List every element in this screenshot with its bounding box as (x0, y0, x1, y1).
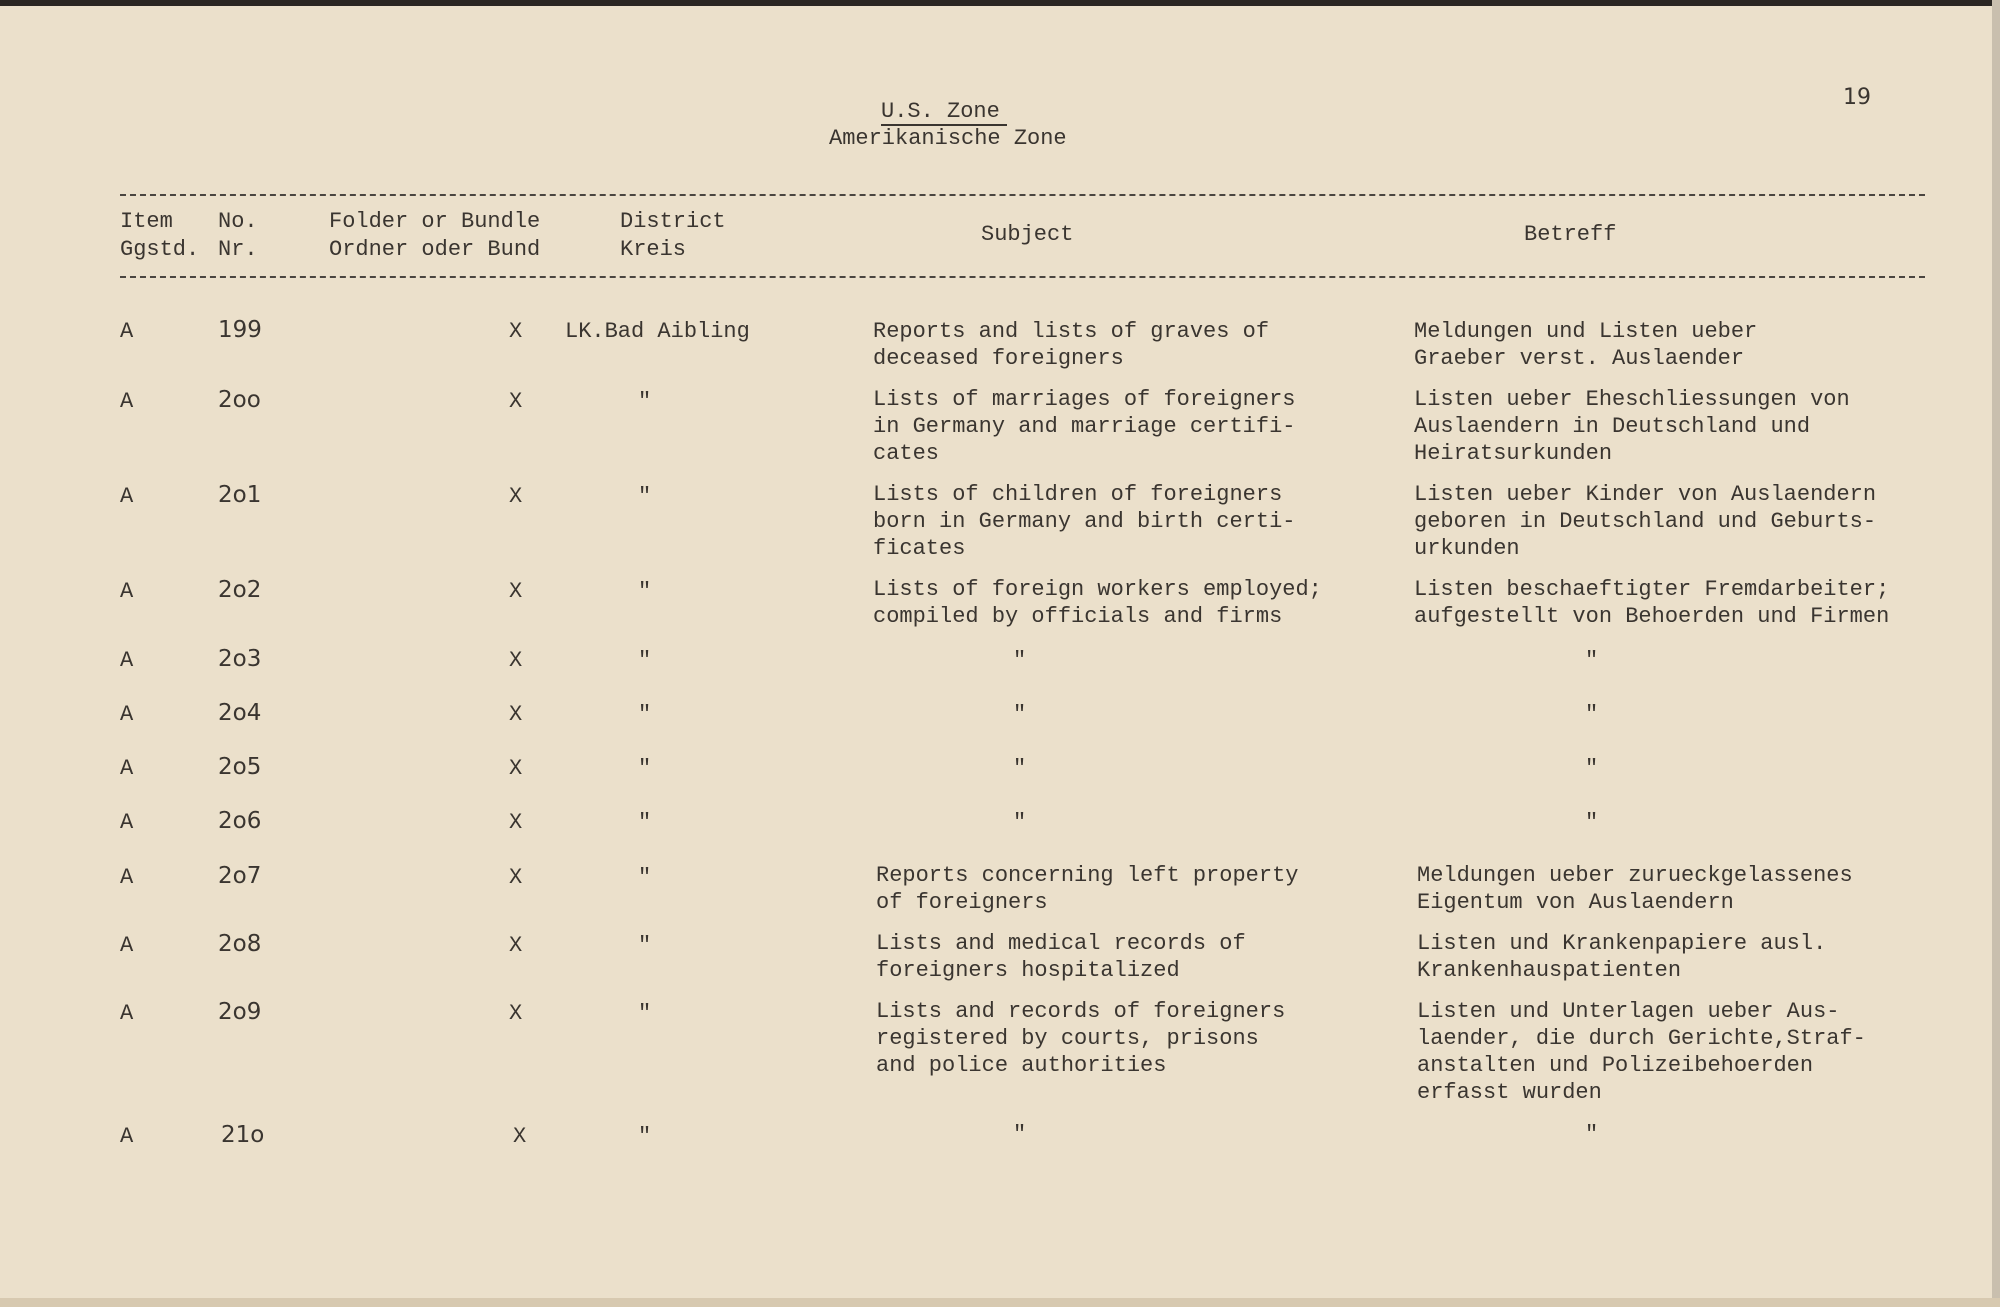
row-item: A (120, 865, 134, 890)
col-betreff: Betreff (1524, 222, 1617, 247)
row-number: 2o3 (218, 646, 262, 672)
row-subject-line: of foreigners (876, 890, 1048, 915)
row-betreff-line: Meldungen ueber zurueckgelassenes (1417, 863, 1853, 888)
row-folder-mark: X (509, 702, 523, 727)
row-subject-line: deceased foreigners (873, 346, 1124, 371)
col-no-de: Nr. (218, 237, 258, 262)
row-folder-mark: X (509, 484, 523, 509)
row-subject-line: born in Germany and birth certi- (873, 509, 1296, 534)
row-betreff-line: Listen beschaeftigter Fremdarbeiter; (1414, 577, 1890, 602)
row-district: " (638, 648, 652, 673)
row-district: " (638, 579, 652, 604)
row-betreff-line: Heiratsurkunden (1414, 441, 1613, 466)
row-betreff-line: Krankenhauspatienten (1417, 958, 1682, 983)
row-betreff-line: Eigentum von Auslaendern (1417, 890, 1734, 915)
row-betreff-line: " (1585, 756, 1599, 781)
row-betreff-line: aufgestellt von Behoerden und Firmen (1414, 604, 1890, 629)
row-betreff-line: laender, die durch Gerichte,Straf- (1417, 1026, 1866, 1051)
row-betreff-line: anstalten und Polizeibehoerden (1417, 1053, 1814, 1078)
row-item: A (120, 810, 134, 835)
row-betreff-line: " (1585, 1122, 1599, 1147)
row-betreff-line: Meldungen und Listen ueber (1414, 319, 1758, 344)
row-subject-line: Reports and lists of graves of (873, 319, 1270, 344)
row-betreff-line: Listen ueber Eheschliessungen von (1414, 387, 1850, 412)
page-right-edge (1992, 0, 2000, 1307)
row-betreff-line: geboren in Deutschland und Geburts- (1414, 509, 1877, 534)
row-item: A (120, 648, 134, 673)
row-district: " (638, 756, 652, 781)
row-subject-line: Lists and records of foreigners (876, 999, 1286, 1024)
row-subject-line: " (1013, 702, 1027, 727)
row-folder-mark: X (509, 933, 523, 958)
row-folder-mark: X (509, 648, 523, 673)
row-betreff-line: Listen ueber Kinder von Auslaendern (1414, 482, 1877, 507)
row-betreff-line: Listen und Unterlagen ueber Aus- (1417, 999, 1840, 1024)
page-top-edge (0, 0, 2000, 6)
row-folder-mark: X (509, 389, 523, 414)
row-item: A (120, 702, 134, 727)
header-rule-top (120, 194, 1925, 196)
row-subject-line: registered by courts, prisons (876, 1026, 1259, 1051)
row-district: " (638, 810, 652, 835)
row-number: 2o1 (218, 482, 262, 508)
row-folder-mark: X (509, 319, 523, 344)
header-rule-bottom (120, 276, 1925, 278)
row-subject-line: Lists of foreign workers employed; (873, 577, 1322, 602)
col-no-en: No. (218, 209, 258, 234)
row-item: A (120, 1124, 134, 1149)
row-betreff-line: erfasst wurden (1417, 1080, 1602, 1105)
row-subject-line: compiled by officials and firms (873, 604, 1283, 629)
row-item: A (120, 319, 134, 344)
row-number: 2o9 (218, 999, 262, 1025)
row-betreff-line: urkunden (1414, 536, 1520, 561)
row-district: " (638, 865, 652, 890)
row-item: A (120, 579, 134, 604)
row-district: " (638, 389, 652, 414)
row-number: 2o4 (218, 700, 262, 726)
row-folder-mark: X (509, 579, 523, 604)
row-number: 21o (221, 1122, 265, 1148)
row-subject-line: " (1013, 756, 1027, 781)
row-folder-mark: X (513, 1124, 527, 1149)
row-number: 2o2 (218, 577, 262, 603)
title-amerikanische-zone: Amerikanische Zone (829, 126, 1067, 151)
row-district: " (638, 933, 652, 958)
row-subject-line: Lists of children of foreigners (873, 482, 1283, 507)
row-subject-line: " (1013, 810, 1027, 835)
row-district: " (638, 1124, 652, 1149)
col-district-en: District (620, 209, 726, 234)
row-betreff-line: Auslaendern in Deutschland und (1414, 414, 1811, 439)
row-number: 2oo (218, 387, 261, 413)
col-folder-de: Ordner oder Bund (329, 237, 541, 262)
row-folder-mark: X (509, 756, 523, 781)
row-folder-mark: X (509, 1001, 523, 1026)
row-betreff-line: Listen und Krankenpapiere ausl. (1417, 931, 1827, 956)
title-us-zone: U.S. Zone (881, 99, 1000, 124)
row-number: 2o8 (218, 931, 262, 957)
row-item: A (120, 933, 134, 958)
row-subject-line: " (1013, 648, 1027, 673)
row-folder-mark: X (509, 810, 523, 835)
row-betreff-line: " (1585, 810, 1599, 835)
row-district: " (638, 702, 652, 727)
row-item: A (120, 756, 134, 781)
row-item: A (120, 484, 134, 509)
row-item: A (120, 389, 134, 414)
col-folder-en: Folder or Bundle (329, 209, 541, 234)
row-subject-line: ficates (873, 536, 966, 561)
row-district: LK.Bad Aibling (565, 319, 750, 344)
row-subject-line: Lists and medical records of (876, 931, 1246, 956)
col-district-de: Kreis (620, 237, 687, 262)
row-betreff-line: " (1585, 702, 1599, 727)
row-subject-line: in Germany and marriage certifi- (873, 414, 1296, 439)
row-betreff-line: Graeber verst. Auslaender (1414, 346, 1745, 371)
row-number: 2o5 (218, 754, 262, 780)
row-subject-line: Reports concerning left property (876, 863, 1299, 888)
row-district: " (638, 484, 652, 509)
row-subject-line: cates (873, 441, 940, 466)
row-subject-line: " (1013, 1122, 1027, 1147)
row-subject-line: and police authorities (876, 1053, 1167, 1078)
col-item-en: Item (120, 209, 173, 234)
row-betreff-line: " (1585, 648, 1599, 673)
page-number: 19 (1843, 85, 1871, 110)
row-number: 2o6 (218, 808, 262, 834)
row-subject-line: foreigners hospitalized (876, 958, 1180, 983)
row-number: 199 (218, 317, 262, 343)
row-district: " (638, 1001, 652, 1026)
row-folder-mark: X (509, 865, 523, 890)
row-item: A (120, 1001, 134, 1026)
col-item-de: Ggstd. (120, 237, 200, 262)
row-subject-line: Lists of marriages of foreigners (873, 387, 1296, 412)
row-number: 2o7 (218, 863, 262, 889)
col-subject: Subject (981, 222, 1074, 247)
page-bottom-edge (0, 1298, 2000, 1307)
